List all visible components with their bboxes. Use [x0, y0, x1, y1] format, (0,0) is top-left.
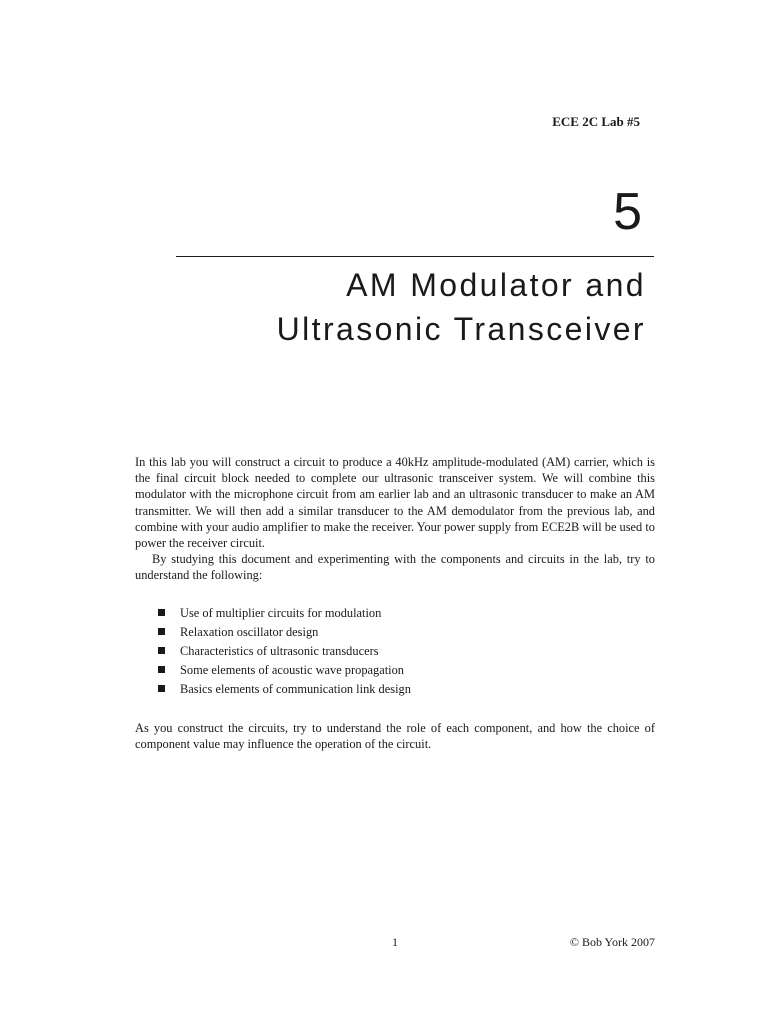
copyright-notice: © Bob York 2007 [569, 935, 655, 949]
list-item [158, 661, 655, 680]
list-item-text: Characteristics of ultrasonic transducers [180, 644, 379, 659]
square-bullet-icon [158, 685, 165, 692]
header-label: ECE 2C Lab #5 [552, 114, 640, 129]
square-bullet-icon [158, 609, 165, 616]
title-divider [176, 256, 654, 257]
study-paragraph: By studying this document and experimenting with the components and circuits in the lab, try to understand the following: [135, 552, 655, 583]
list-item [158, 680, 655, 699]
page-number: 1 [392, 935, 398, 949]
intro-paragraph: In this lab you will construct a circuit to produce a 40kHz amplitude-modulated (AM) carrier, which is the final circuit block needed to complete our ultrasonic transceiver system. We will combine this modulator with the microphone circuit from am earlier lab and an ultrasonic transducer to make an AM transmitter. We will then add a similar transducer to the AM demodulator from the previous lab, and combine with your audio amplifier to make the receiver. Your power supply from ECE2B will be used to power the receiver circuit. [135, 455, 655, 551]
closing-paragraph: As you construct the circuits, try to understand the role of each component, and how the choice of component value may influence the operation of the circuit. [135, 720, 655, 751]
square-bullet-icon [158, 647, 165, 654]
list-item-text: Relaxation oscillator design [180, 624, 319, 639]
list-item-text: Some elements of acoustic wave propagation [180, 663, 404, 678]
chapter-number: 5 [613, 183, 642, 241]
square-bullet-icon [158, 628, 165, 635]
chapter-title-line-2: Ultrasonic Transceiver [276, 311, 646, 347]
chapter-title-line-1: AM Modulator and [346, 267, 646, 303]
list-item [158, 604, 655, 623]
square-bullet-icon [158, 666, 165, 673]
list-item-text: Basics elements of communication link design [180, 682, 411, 697]
objectives-list [135, 604, 655, 700]
body-content [135, 454, 655, 752]
list-item [158, 642, 655, 661]
list-item-text: Use of multiplier circuits for modulation [180, 605, 382, 620]
list-item [158, 623, 655, 642]
chapter-title [86, 263, 646, 351]
